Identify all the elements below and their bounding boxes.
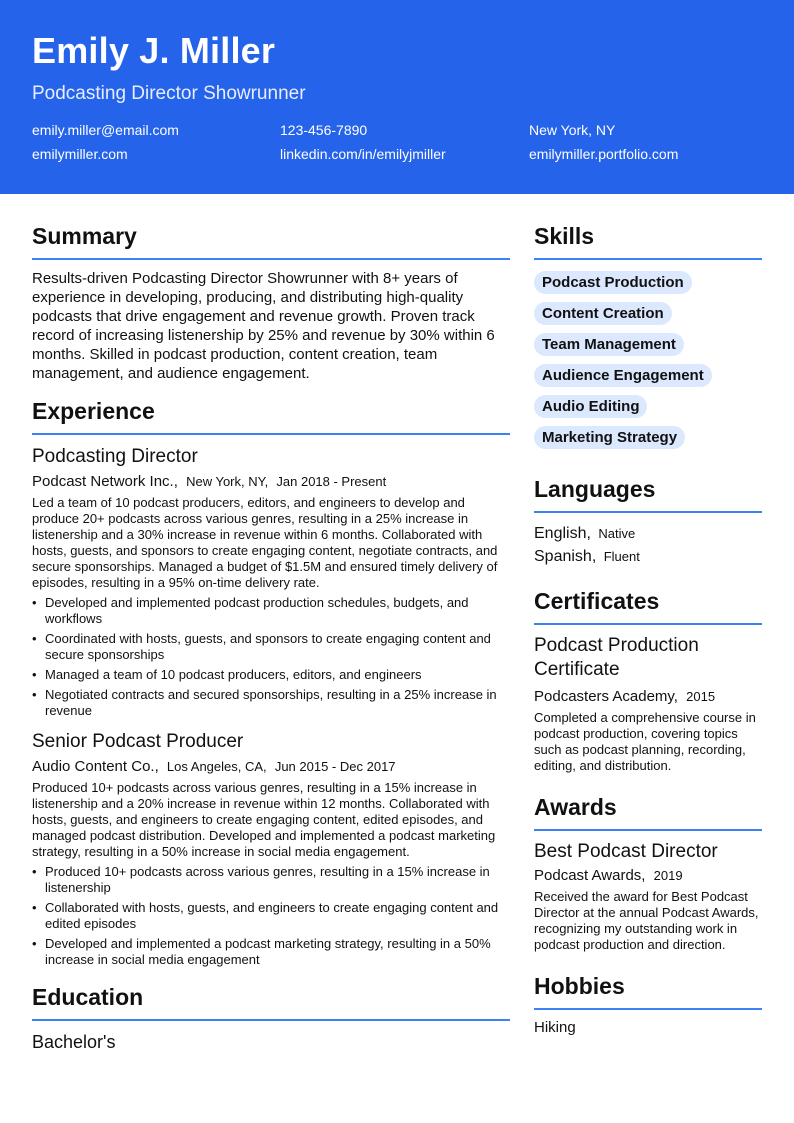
summary-text: Results-driven Podcasting Director Showrunner with 8+ years of experience in developing, producing, and distributing high-quality podcasts that drive engagement and revenue growth. Proven track record of increasing listenership by 25% and revenue by 30% within 6 months. Skilled in podcast production, content creation, team management, and audience engagement. — [32, 270, 495, 382]
awards-heading: Awards — [534, 794, 762, 831]
summary-section — [32, 223, 510, 383]
award-name: Best Podcast Director — [534, 841, 718, 862]
certificate-issuer: Podcasters Academy, — [534, 688, 678, 705]
certificate-description: Completed a comprehensive course in podcast production, covering topics such as podcast planning, recording, editing, and distribution. — [534, 710, 756, 773]
job-dates: Jun 2015 - Dec 2017 — [274, 759, 396, 774]
awards-section — [534, 794, 762, 953]
job-company: Podcast Network Inc., — [32, 473, 178, 490]
bullet-item: • Produced 10+ podcasts across various genres, resulting in a 15% increase in listenership — [32, 864, 510, 896]
certificates-section — [534, 588, 762, 774]
resume-header — [0, 0, 794, 194]
language-item — [534, 522, 762, 545]
language-name: Spanish, — [534, 548, 597, 565]
location: New York, NY — [529, 122, 616, 138]
skill-chip: Team Management — [534, 333, 684, 356]
skill-chip: Audio Editing — [534, 395, 647, 418]
certificates-heading: Certificates — [534, 588, 762, 625]
candidate-name: Emily J. Miller — [32, 30, 276, 71]
side-column — [534, 223, 762, 1036]
language-level: Native — [598, 526, 636, 541]
bullet-item: • Negotiated contracts and secured sponsorships, resulting in a 25% increase in revenue — [32, 687, 510, 719]
award-description: Received the award for Best Podcast Director at the annual Podcast Awards, recognizing my outstanding work in podcast production and direction. — [534, 889, 759, 952]
bullet-item: • Developed and implemented podcast production schedules, budgets, and workflows — [32, 595, 510, 627]
job-meta — [32, 473, 510, 490]
language-item — [534, 545, 762, 568]
hobbies-heading: Hobbies — [534, 973, 762, 1010]
hobbies-section — [534, 973, 762, 1036]
linkedin-link[interactable]: linkedin.com/in/emilyjmiller — [280, 146, 446, 162]
skill-chip: Marketing Strategy — [534, 426, 685, 449]
education-degree: Bachelor's — [32, 1032, 116, 1052]
main-column — [32, 223, 510, 1053]
languages-section — [534, 476, 762, 568]
skill-list — [534, 268, 762, 454]
skill-chip: Audience Engagement — [534, 364, 712, 387]
job-bullets — [32, 595, 510, 719]
skills-heading: Skills — [534, 223, 762, 260]
job-entry — [32, 731, 510, 968]
award-meta — [534, 867, 762, 884]
language-name: English, — [534, 525, 591, 542]
hobby-item: Hiking — [534, 1019, 576, 1036]
job-description: Produced 10+ podcasts across various genres, resulting in a 15% increase in listenership and a 20% increase in revenue within 12 months. Collaborated with hosts, guests, and engineers to create engaging content, edited episodes, and managed podcast distribution. Developed and implemented a podcast marketing strategy, resulting in a 50% increase in social media engagement. — [32, 780, 496, 859]
certificate-name: Podcast Production Certificate — [534, 635, 699, 680]
certificate-year: 2015 — [686, 689, 716, 704]
job-bullets — [32, 864, 510, 968]
skill-chip: Podcast Production — [534, 271, 692, 294]
job-title: Senior Podcast Producer — [32, 731, 244, 752]
award-year: 2019 — [653, 868, 683, 883]
email-link[interactable]: emily.miller@email.com — [32, 122, 179, 138]
job-entry — [32, 446, 510, 719]
skills-section — [534, 223, 762, 454]
job-dates: Jan 2018 - Present — [276, 474, 387, 489]
experience-heading: Experience — [32, 398, 510, 435]
portfolio-link[interactable]: emilymiller.portfolio.com — [529, 146, 679, 162]
experience-section — [32, 398, 510, 968]
job-title: Podcasting Director — [32, 446, 198, 467]
award-issuer: Podcast Awards, — [534, 867, 646, 884]
language-level: Fluent — [603, 549, 640, 564]
website-link[interactable]: emilymiller.com — [32, 146, 128, 162]
bullet-item: • Collaborated with hosts, guests, and engineers to create engaging content and edited episodes — [32, 900, 510, 932]
job-meta — [32, 758, 510, 775]
bullet-item: • Coordinated with hosts, guests, and sponsors to create engaging content and secure sponsorships — [32, 631, 510, 663]
education-heading: Education — [32, 984, 510, 1021]
certificate-meta — [534, 688, 762, 705]
education-section — [32, 984, 510, 1053]
summary-heading: Summary — [32, 223, 510, 260]
bullet-item: • Managed a team of 10 podcast producers, editors, and engineers — [32, 667, 510, 683]
job-location: New York, NY, — [186, 474, 269, 489]
job-location: Los Angeles, CA, — [166, 759, 267, 774]
job-description: Led a team of 10 podcast producers, editors, and engineers to develop and produce 20+ podcasts across various genres, resulting in a 25% increase in listenership and a 30% increase in revenue within 6 months. Collaborated with hosts, guests, and sponsors to create engaging content, negotiate contracts, and secure sponsorships. Managed a budget of $1.5M and ensured timely delivery of episodes, resulting in a 95% on-time delivery rate. — [32, 495, 498, 590]
candidate-role: Podcasting Director Showrunner — [32, 83, 306, 104]
phone-number: 123-456-7890 — [280, 122, 368, 138]
bullet-item: • Developed and implemented a podcast marketing strategy, resulting in a 50% increase in social media engagement — [32, 936, 510, 968]
languages-heading: Languages — [534, 476, 762, 513]
skill-chip: Content Creation — [534, 302, 672, 325]
job-company: Audio Content Co., — [32, 758, 159, 775]
